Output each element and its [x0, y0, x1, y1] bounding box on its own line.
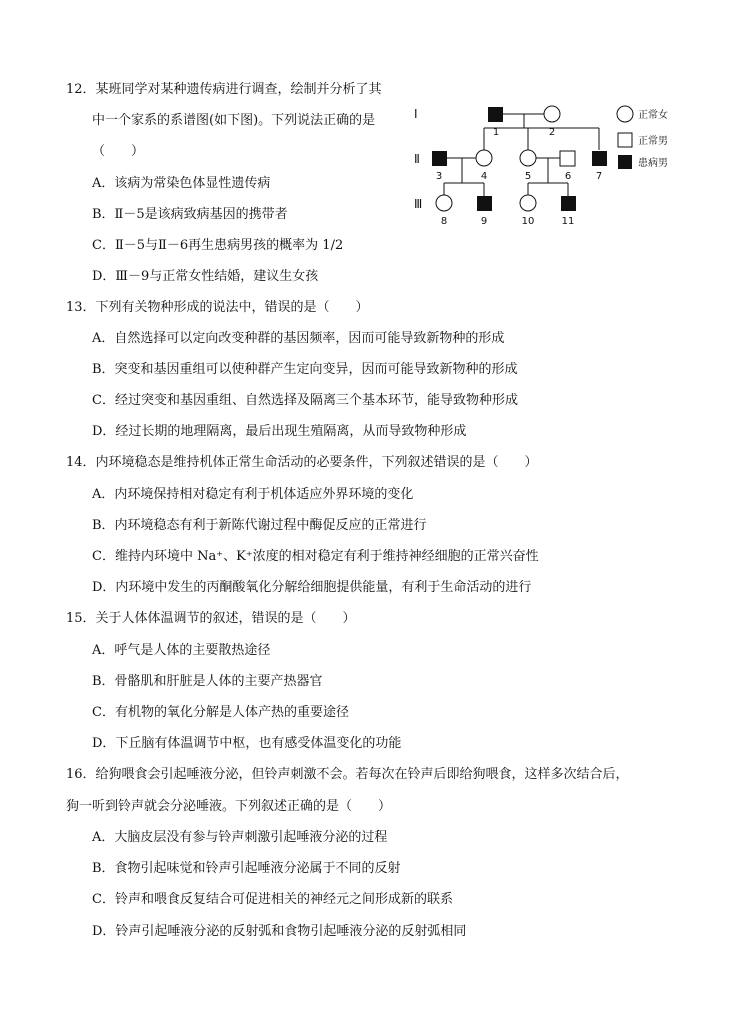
- individual-3-affected-male: [432, 151, 447, 166]
- individual-4-normal-female: [476, 150, 492, 166]
- question-12-stem-line-2: 中一个家系的系谱图(如下图)。下列说法正确的是: [92, 113, 376, 128]
- individual-9-affected-male: [477, 196, 492, 211]
- question-16-option-c: C．铃声和喂食反复结合可促进相关的神经元之间形成新的联系: [92, 892, 453, 907]
- question-16-option-d: D．铃声引起唾液分泌的反射弧和食物引起唾液分泌的反射弧相同: [92, 924, 467, 939]
- question-12-option-c: C．Ⅱ－5与Ⅱ－6再生患病男孩的概率为 1/2: [92, 238, 344, 253]
- individual-10-normal-female: [520, 195, 536, 211]
- individual-7-affected-male: [592, 151, 607, 166]
- question-13-option-a: A．自然选择可以定向改变种群的基因频率，因而可能导致新物种的形成: [92, 331, 505, 346]
- legend-normal-female-symbol: [617, 106, 633, 122]
- question-12-answer-bracket: （ ）: [92, 144, 145, 159]
- question-14-option-b: B．内环境稳态有利于新陈代谢过程中酶促反应的正常进行: [92, 518, 427, 533]
- legend-normal-male-symbol: [618, 133, 632, 147]
- question-14-option-c: C．维持内环境中 Na⁺、K⁺浓度的相对稳定有利于维持神经细胞的正常兴奋性: [92, 549, 539, 564]
- individual-1-affected-male: [488, 107, 503, 122]
- generation-label-1: Ⅰ: [414, 107, 418, 121]
- question-12-option-a: A．该病为常染色体显性遗传病: [92, 176, 271, 191]
- individual-8-normal-female: [436, 195, 452, 211]
- individual-number-11: 11: [561, 216, 575, 227]
- individual-number-3: 3: [435, 171, 443, 182]
- generation-label-3: Ⅲ: [414, 197, 423, 211]
- pedigree-diagram: [404, 98, 704, 238]
- question-12-option-b: B．Ⅱ－5是该病致病基因的携带者: [92, 207, 288, 222]
- individual-number-9: 9: [480, 216, 488, 227]
- legend-affected-male-symbol: [618, 155, 632, 169]
- question-15-option-a: A．呼气是人体的主要散热途径: [92, 643, 271, 658]
- individual-number-7: 7: [595, 171, 603, 182]
- question-16-option-a: A．大脑皮层没有参与铃声刺激引起唾液分泌的过程: [92, 830, 388, 845]
- legend-normal-male-label: 正常男: [638, 136, 668, 147]
- question-15-option-b: B．骨骼肌和肝脏是人体的主要产热器官: [92, 674, 323, 689]
- individual-number-8: 8: [440, 216, 448, 227]
- question-13-option-c: C．经过突变和基因重组、自然选择及隔离三个基本环节，能导致物种形成: [92, 393, 518, 408]
- generation-label-2: Ⅱ: [414, 152, 420, 166]
- question-16-stem-line-1: 16．给狗喂食会引起唾液分泌，但铃声刺激不会。若每次在铃声后即给狗喂食，这样多次结合后，: [66, 767, 629, 782]
- question-14-option-d: D．内环境中发生的丙酮酸氧化分解给细胞提供能量，有利于生命活动的进行: [92, 580, 532, 595]
- question-13-option-b: B．突变和基因重组可以使种群产生定向变异，因而可能导致新物种的形成: [92, 362, 518, 377]
- individual-number-1: 1: [492, 127, 500, 138]
- question-12-stem-line-1: 12．某班同学对某种遗传病进行调查，绘制并分析了其: [66, 82, 382, 97]
- individual-number-6: 6: [564, 171, 572, 182]
- individual-number-5: 5: [524, 171, 532, 182]
- individual-5-normal-female: [520, 150, 536, 166]
- question-13-option-d: D．经过长期的地理隔离，最后出现生殖隔离，从而导致物种形成: [92, 424, 467, 439]
- individual-6-normal-male: [560, 151, 575, 166]
- individual-number-4: 4: [480, 171, 488, 182]
- question-16-option-b: B．食物引起味觉和铃声引起唾液分泌属于不同的反射: [92, 861, 401, 876]
- legend-affected-male-label: 患病男: [638, 158, 668, 169]
- individual-2-normal-female: [544, 106, 560, 122]
- question-12-option-d: D．Ⅲ－9与正常女性结婚，建议生女孩: [92, 269, 319, 284]
- question-16-stem-line-2: 狗一听到铃声就会分泌唾液。下列叙述正确的是（ ）: [66, 799, 392, 814]
- question-14-option-a: A．内环境保持相对稳定有利于机体适应外界环境的变化: [92, 487, 414, 502]
- question-15-option-c: C．有机物的氧化分解是人体产热的重要途径: [92, 705, 349, 720]
- question-15-option-d: D．下丘脑有体温调节中枢，也有感受体温变化的功能: [92, 736, 402, 751]
- question-15-stem: 15．关于人体体温调节的叙述，错误的是（ ）: [66, 611, 356, 626]
- individual-11-affected-male: [561, 196, 576, 211]
- question-14-stem: 14．内环境稳态是维持机体正常生命活动的必要条件，下列叙述错误的是（ ）: [66, 455, 538, 470]
- individual-number-2: 2: [548, 127, 556, 138]
- question-13-stem: 13．下列有关物种形成的说法中，错误的是（ ）: [66, 300, 369, 315]
- legend-normal-female-label: 正常女: [638, 110, 668, 121]
- individual-number-10: 10: [521, 216, 535, 227]
